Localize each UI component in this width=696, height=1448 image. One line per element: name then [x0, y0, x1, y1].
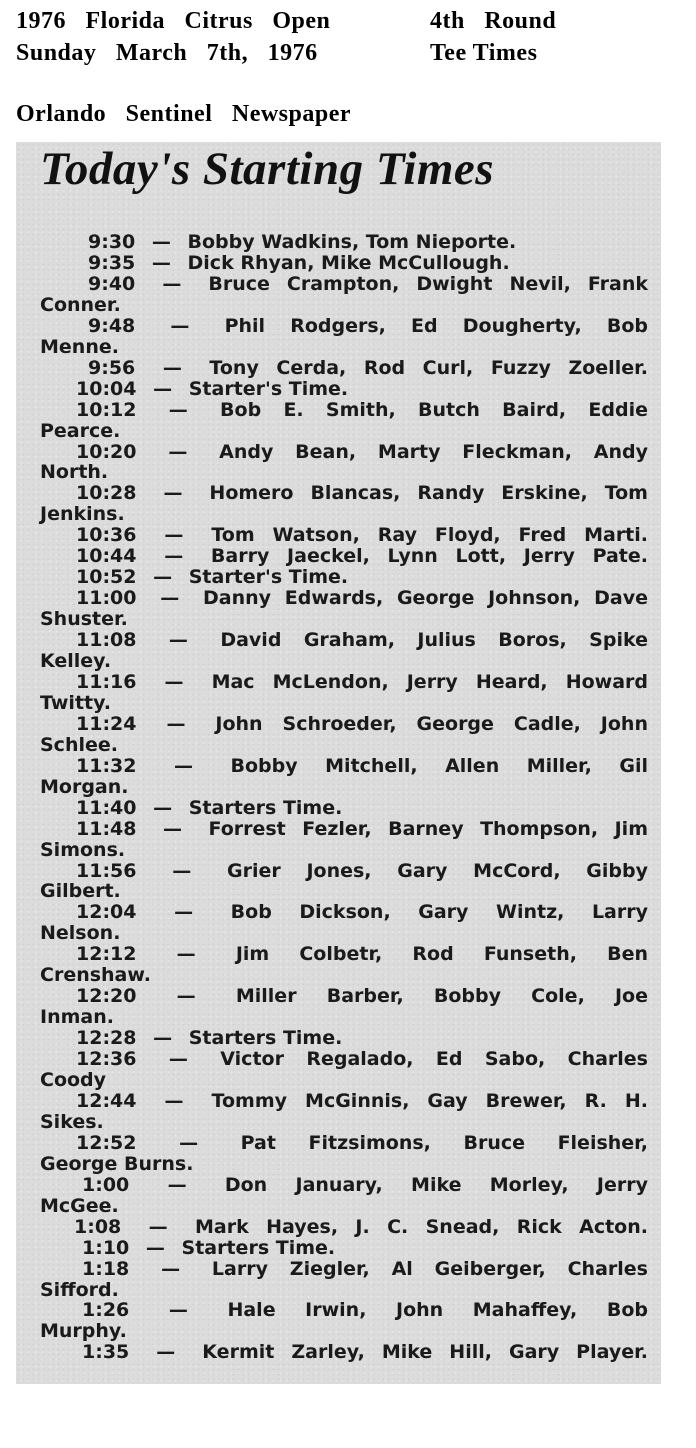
tee-time-continuation: Kelley. [40, 650, 112, 672]
dash-separator: — [166, 713, 186, 735]
player-names: Tony Cerda, Rod Curl, Fuzzy Zoeller. [209, 357, 648, 379]
dash-separator: — [163, 482, 183, 504]
dash-separator: — [156, 1341, 176, 1363]
tee-time: 11:16 [76, 671, 137, 693]
dash-separator: — [153, 1027, 173, 1049]
tee-time-continuation: Crenshaw. [40, 964, 151, 986]
tee-time-row [40, 1049, 648, 1070]
dash-separator: — [168, 399, 188, 421]
tee-time: 10:04 [76, 378, 137, 400]
tee-time-continuation: Nelson. [40, 922, 121, 944]
player-names: Homero Blancas, Randy Erskine, Tom [209, 482, 648, 504]
dash-separator: — [161, 1258, 181, 1280]
tee-time: 12:52 [76, 1132, 137, 1154]
tee-time: 11:24 [76, 713, 137, 735]
tee-time-continuation: George Burns. [40, 1153, 194, 1175]
player-names: Starters Time. [188, 1027, 343, 1049]
player-names: Bruce Crampton, Dwight Nevil, Frank [208, 273, 649, 295]
tee-time: 12:28 [76, 1027, 137, 1049]
tee-time-row [40, 379, 648, 400]
tee-time: 1:18 [82, 1258, 130, 1280]
tee-time-row [40, 1091, 648, 1112]
player-names: Bobby Mitchell, Allen Miller, Gil [230, 755, 648, 777]
player-names: Grier Jones, Gary McCord, Gibby [226, 860, 648, 882]
tee-time: 9:48 [88, 315, 136, 337]
dash-separator: — [168, 1299, 188, 1321]
tee-time-row [40, 986, 648, 1007]
tee-time-row [40, 567, 648, 588]
tee-time: 1:10 [82, 1237, 130, 1259]
header-date: Sunday March 7th, 1976 [16, 40, 318, 66]
tee-time-row [40, 253, 648, 274]
tee-time-row [40, 1175, 648, 1196]
tee-time: 11:00 [76, 587, 137, 609]
tee-time: 12:20 [76, 985, 137, 1007]
tee-time: 1:00 [82, 1174, 130, 1196]
player-names: Victor Regalado, Ed Sabo, Charles [220, 1048, 648, 1070]
tee-time-row [40, 944, 648, 965]
tee-time-row [40, 714, 648, 735]
player-names: Starter's Time. [188, 378, 349, 400]
player-names: Jim Colbetr, Rod Funseth, Ben [235, 943, 649, 965]
player-names: Forrest Fezler, Barney Thompson, Jim [208, 818, 648, 840]
dash-separator: — [168, 1048, 188, 1070]
tee-time: 10:28 [76, 482, 137, 504]
header-source: Orlando Sentinel Newspaper [16, 101, 352, 127]
tee-time-continuation: Simons. [40, 839, 126, 861]
tee-time: 10:12 [76, 399, 137, 421]
tee-time-row [40, 861, 648, 882]
player-names: Andy Bean, Marty Fleckman, Andy [219, 441, 648, 463]
header-title-line: 1976 Florida Citrus Open [16, 8, 331, 34]
tee-time: 12:12 [76, 943, 137, 965]
dash-separator: — [167, 1174, 187, 1196]
tee-time-continuation: Sikes. [40, 1111, 104, 1133]
player-names: Larry Ziegler, Al Geiberger, Charles [211, 1258, 648, 1280]
dash-separator: — [176, 985, 196, 1007]
clipping-title: Today's Starting Times [40, 143, 495, 195]
dash-separator: — [160, 587, 180, 609]
dash-separator: — [164, 545, 184, 567]
tee-time-row [40, 358, 648, 379]
player-names: John Schroeder, George Cadle, John [215, 713, 648, 735]
tee-time: 9:40 [88, 273, 136, 295]
player-names: Tommy McGinnis, Gay Brewer, R. H. [211, 1090, 648, 1112]
tee-time: 10:52 [76, 566, 137, 588]
tee-time-row [40, 1217, 648, 1238]
dash-separator: — [162, 818, 182, 840]
tee-time: 11:32 [76, 755, 137, 777]
player-names: Don January, Mike Morley, Jerry [224, 1174, 648, 1196]
tee-time: 9:30 [88, 231, 136, 253]
tee-time-row [40, 756, 648, 777]
tee-time-continuation: North. [40, 461, 109, 483]
tee-time: 11:40 [76, 797, 137, 819]
tee-time-row [40, 798, 648, 819]
tee-time-continuation: Murphy. [40, 1320, 127, 1342]
tee-time: 12:36 [76, 1048, 137, 1070]
dash-separator: — [176, 943, 196, 965]
dash-separator: — [148, 1216, 168, 1238]
tee-time-row [40, 1028, 648, 1049]
player-names: Bob Dickson, Gary Wintz, Larry [230, 901, 649, 923]
tee-time-continuation: Inman. [40, 1006, 114, 1028]
player-names: Kermit Zarley, Mike Hill, Gary Player. [202, 1341, 648, 1363]
dash-separator: — [170, 315, 190, 337]
dash-separator: — [145, 1237, 165, 1259]
player-names: Pat Fitzsimons, Bruce Fleisher, [240, 1132, 648, 1154]
dash-separator: — [172, 860, 192, 882]
tee-time-continuation: Twitty. [40, 692, 111, 714]
player-names: Mac McLendon, Jerry Heard, Howard [211, 671, 648, 693]
tee-time: 12:04 [76, 901, 137, 923]
tee-time-row [40, 1342, 648, 1363]
dash-separator: — [162, 273, 182, 295]
tee-time-row [40, 1259, 648, 1280]
tee-time: 9:56 [88, 357, 136, 379]
player-names: Bobby Wadkins, Tom Nieporte. [187, 231, 517, 253]
dash-separator: — [151, 252, 171, 274]
tee-time-row [40, 1238, 648, 1259]
tee-time-row [40, 274, 648, 295]
tee-time-row [40, 400, 648, 421]
tee-time-continuation: McGee. [40, 1195, 119, 1217]
tee-time-row [40, 525, 648, 546]
player-names: Danny Edwards, George Johnson, Dave [202, 587, 648, 609]
header-round: 4th Round [430, 8, 557, 34]
dash-separator: — [164, 671, 184, 693]
dash-separator: — [174, 755, 193, 777]
tee-time: 10:36 [76, 524, 137, 546]
player-names: Bob E. Smith, Butch Baird, Eddie [220, 399, 648, 421]
tee-time: 1:26 [82, 1299, 130, 1321]
newspaper-clipping [16, 142, 661, 1384]
tee-time: 11:48 [76, 818, 137, 840]
tee-time-row [40, 442, 648, 463]
tee-time: 12:44 [76, 1090, 137, 1112]
dash-separator: — [179, 1132, 199, 1154]
tee-time-row [40, 672, 648, 693]
tee-time-continuation: Jenkins. [40, 503, 125, 525]
tee-time-row [40, 316, 648, 337]
player-names: Phil Rodgers, Ed Dougherty, Bob [224, 315, 648, 337]
dash-separator: — [153, 378, 173, 400]
tee-time-continuation: Conner. [40, 294, 121, 316]
player-names: Dick Rhyan, Mike McCullough. [187, 252, 510, 274]
tee-time-continuation: Morgan. [40, 776, 129, 798]
player-names: Mark Hayes, J. C. Snead, Rick Acton. [195, 1216, 648, 1238]
tee-time-continuation: Gilbert. [40, 880, 121, 902]
player-names: David Graham, Julius Boros, Spike [220, 629, 648, 651]
player-names: Starters Time. [181, 1237, 336, 1259]
tee-time-row [40, 483, 648, 504]
tee-time: 11:56 [76, 860, 137, 882]
dash-separator: — [162, 357, 182, 379]
dash-separator: — [174, 901, 194, 923]
tee-time: 1:08 [74, 1216, 122, 1238]
tee-time-continuation: Schlee. [40, 734, 118, 756]
dash-separator: — [164, 1090, 184, 1112]
header-tee-times: Tee Times [430, 40, 538, 66]
tee-time-row [40, 630, 648, 651]
tee-time-continuation: Shuster. [40, 608, 128, 630]
player-names: Tom Watson, Ray Floyd, Fred Marti. [211, 524, 648, 546]
tee-time: 1:35 [82, 1341, 130, 1363]
tee-time: 11:08 [76, 629, 137, 651]
tee-time-row [40, 819, 648, 840]
player-names: Starter's Time. [188, 566, 349, 588]
tee-time-row [40, 588, 648, 609]
tee-time: 10:44 [76, 545, 137, 567]
tee-time-row [40, 1133, 648, 1154]
tee-time-continuation: Sifford. [40, 1279, 119, 1301]
tee-time: 10:20 [76, 441, 137, 463]
player-names: Miller Barber, Bobby Cole, Joe [235, 985, 648, 1007]
tee-time-continuation: Pearce. [40, 420, 121, 442]
tee-time-continuation: Coody [40, 1069, 107, 1091]
tee-time-row [40, 546, 648, 567]
dash-separator: — [153, 797, 173, 819]
dash-separator: — [168, 441, 188, 463]
player-names: Barry Jaeckel, Lynn Lott, Jerry Pate. [210, 545, 648, 567]
dash-separator: — [164, 524, 184, 546]
player-names: Hale Irwin, John Mahaffey, Bob [227, 1299, 648, 1321]
tee-time-row [40, 232, 648, 253]
tee-time: 9:35 [88, 252, 136, 274]
dash-separator: — [153, 566, 173, 588]
dash-separator: — [151, 231, 171, 253]
tee-time-row [40, 1300, 648, 1321]
player-names: Starters Time. [188, 797, 343, 819]
tee-time-continuation: Menne. [40, 336, 119, 358]
tee-time-row [40, 902, 648, 923]
dash-separator: — [168, 629, 188, 651]
